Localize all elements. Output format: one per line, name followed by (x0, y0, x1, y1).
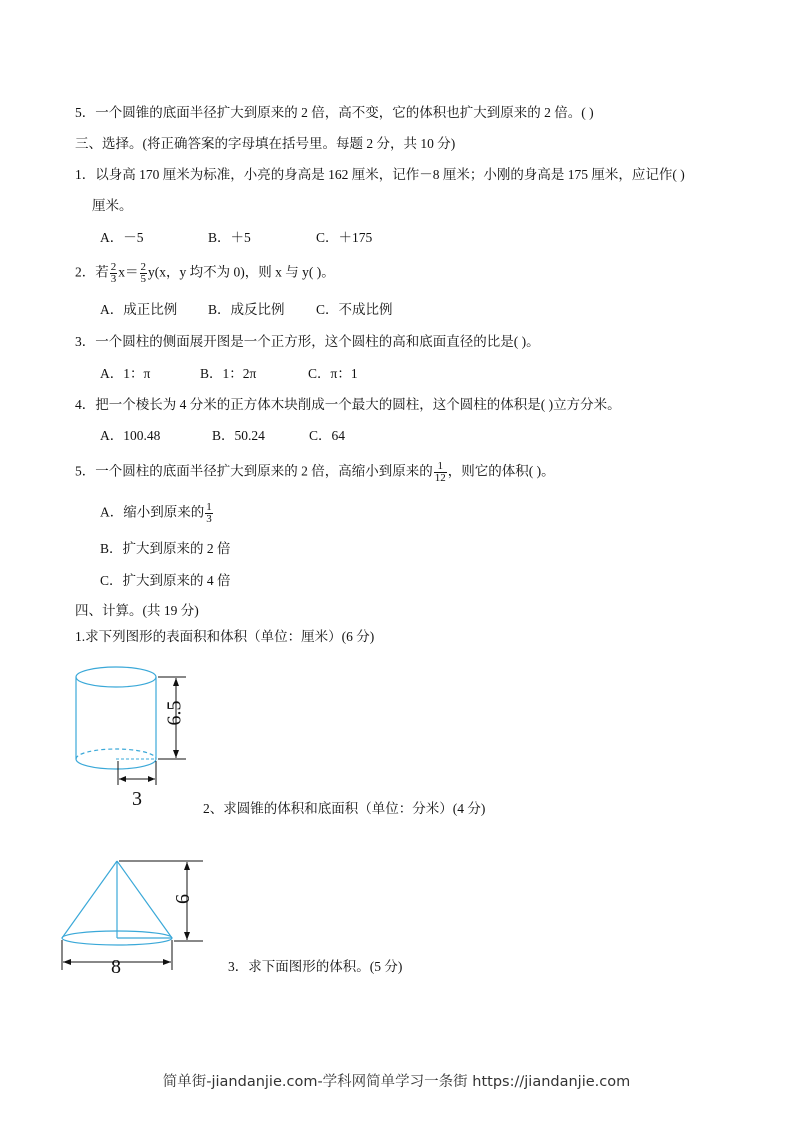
cylinder-radius-label: 3 (132, 788, 142, 810)
cone-height-label: 6 (172, 894, 194, 904)
choice-question-1: 1．以身高 170 厘米为标准，小亮的身高是 162 厘米，记作－8 厘米；小刚的身高是 175 厘米，应记作( ) (75, 167, 685, 182)
q2-prefix: 2．若 (75, 264, 109, 280)
q3-option-a: A．1：π (100, 366, 151, 381)
page-footer: 简单街-jiandanjie.com-学科网简单学习一条街 https://jiandanjie.com (162, 1074, 631, 1090)
q4-option-a: A．100.48 (100, 428, 161, 443)
q2-option-a: A．成正比例 (100, 302, 178, 317)
q5-option-c: C．扩大到原来的 4 倍 (100, 573, 231, 588)
calc-question-3: 3．求下面图形的体积。(5 分) (228, 959, 403, 974)
cylinder-height-label: 6.5 (163, 700, 186, 726)
choice-question-3: 3．一个圆柱的侧面展开图是一个正方形，这个圆柱的高和底面直径的比是( )。 (75, 334, 540, 349)
choice-question-1-continued: 厘米。 (92, 198, 133, 213)
q1-options (100, 229, 372, 247)
q5-option-a-fraction: $\frac{1}{3}$ (206, 501, 212, 525)
choice-question-4: 4．把一个棱长为 4 分米的正方体木块削成一个最大的圆柱，这个圆柱的体积是( )立方分米。 (75, 397, 621, 412)
q2-suffix: y(x，y 均不为 0)，则 x 与 y( )。 (148, 264, 335, 280)
q1-option-c: C．＋175 (316, 230, 373, 245)
q4-option-b: B．50.24 (212, 428, 265, 443)
q5-option-b: B．扩大到原来的 2 倍 (100, 541, 231, 556)
q3-option-c: C．π：1 (308, 366, 358, 381)
q5-option-a: A．缩小到原来的 $\frac{1}{3}$ (100, 501, 212, 525)
q4-options (100, 427, 345, 445)
q3-options (100, 365, 358, 383)
cone-diameter-label: 8 (111, 956, 121, 978)
cone-figure (55, 850, 215, 980)
judge-question-5: 5．一个圆锥的底面半径扩大到原来的 2 倍，高不变，它的体积也扩大到原来的 2 倍。( ) (75, 105, 594, 120)
q1-option-a: A．－5 (100, 230, 144, 245)
q2-option-c: C．不成比例 (316, 302, 393, 317)
q5-prefix: 5．一个圆柱的底面半径扩大到原来的 2 倍，高缩小到原来的 (75, 463, 433, 479)
choice-question-2 (75, 262, 335, 285)
q2-fraction-1: $\frac{2}{3}$ (110, 261, 117, 285)
q4-option-c: C．64 (309, 428, 346, 443)
section-4-title: 四、计算。(共 19 分) (75, 603, 199, 618)
calc-question-2: 2、求圆锥的体积和底面积（单位：分米）(4 分) (203, 801, 486, 816)
calc-question-1: 1.求下列图形的表面积和体积（单位：厘米）(6 分) (75, 629, 375, 644)
q2-option-b: B．成反比例 (208, 302, 285, 317)
section-3-title: 三、选择。(将正确答案的字母填在括号里。每题 2 分，共 10 分) (75, 136, 456, 151)
q2-fraction-2: $\frac{2}{5}$ (140, 261, 146, 285)
choice-question-5 (75, 461, 555, 484)
q5-suffix: ，则它的体积( )。 (447, 463, 555, 479)
q3-option-b: B．1：2π (200, 366, 257, 381)
q2-mid: x＝ (118, 264, 139, 280)
q1-option-b: B．＋5 (208, 230, 251, 245)
q5-fraction: $\frac{1}{12}$ (434, 460, 446, 484)
q2-options (100, 301, 393, 319)
